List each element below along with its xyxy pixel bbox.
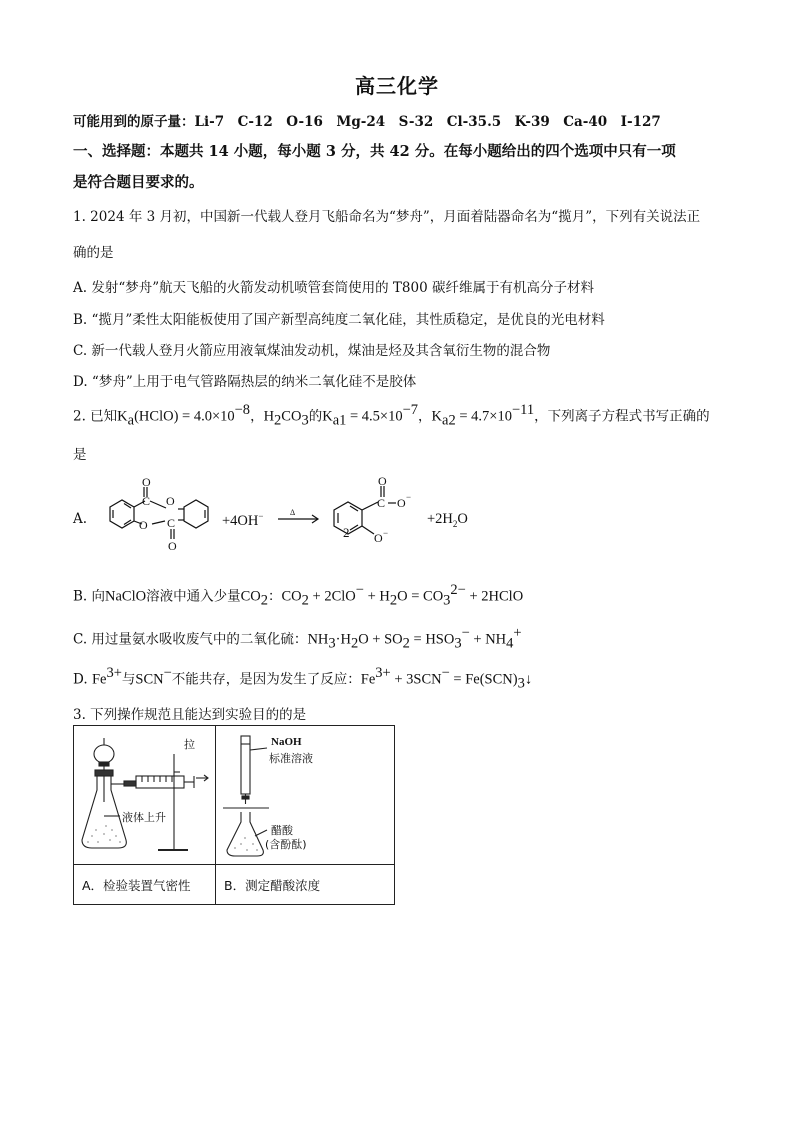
- apparatus-b-acid-label: 醋酸: [271, 824, 293, 837]
- section-heading-line1: 一、选择题：本题共 14 小题，每小题 3 分，共 42 分。在每小题给出的四个选项中只有一项: [73, 143, 676, 160]
- svg-text:O: O: [168, 539, 177, 553]
- q1-stem-line2: 确的是: [73, 245, 114, 261]
- table-divider-horizontal: [74, 864, 394, 865]
- svg-text:O: O: [139, 518, 148, 532]
- q1-stem-line1: 1. 2024 年 3 月初，中国新一代载人登月飞船命名为“梦舟”，月面着陆器命名为“揽月”，下列有关说法正: [73, 209, 701, 225]
- q2-option-a-product: $+2H_2O$: [427, 511, 468, 529]
- q2-stem-line2: 是: [73, 447, 87, 463]
- q1-option-b: B. “揽月”柔性太阳能板使用了国产新型高纯度二氧化硅，其性质稳定，是优良的光电材料: [73, 312, 605, 328]
- caption-b: B．测定醋酸浓度: [224, 878, 321, 893]
- q3-figure-table: [73, 725, 395, 905]
- apparatus-a-pull-label: 拉: [184, 738, 195, 751]
- burette: [241, 736, 250, 794]
- q2-option-a-reagent: +4OH−: [222, 511, 264, 529]
- caption-a: A．检验装置气密性: [82, 878, 191, 893]
- q2-option-a-label: A.: [73, 511, 88, 527]
- q1-option-d: D. “梦舟”上用于电气管路隔热层的纳米二氧化硅不是胶体: [73, 374, 417, 390]
- benzene-ring-right: [184, 500, 208, 528]
- apparatus-b-standard-label: 标准溶液: [269, 752, 313, 765]
- svg-text:O: O: [378, 475, 387, 488]
- svg-text:O: O: [397, 496, 406, 510]
- svg-text:−: −: [383, 528, 389, 538]
- svg-text:C: C: [167, 516, 176, 530]
- svg-text:2: 2: [343, 525, 350, 540]
- section-heading-line2: 是符合题目要求的。: [73, 174, 204, 191]
- q3-stem: 3. 下列操作规范且能达到实验目的的是: [73, 707, 307, 723]
- svg-text:C: C: [142, 494, 151, 508]
- svg-text:C: C: [377, 496, 386, 510]
- apparatus-b-indicator-label: (含酚酞): [265, 838, 307, 851]
- q1-option-a: A. 发射“梦舟”航天飞船的火箭发动机喷管套筒使用的 T800 碳纤维属于有机高分子材料: [73, 280, 594, 296]
- q1-option-c: C. 新一代载人登月火箭应用液氧煤油发动机，煤油是烃及其含氧衍生物的混合物: [73, 343, 551, 359]
- apparatus-b-naoh-label: NaOH: [271, 736, 302, 748]
- q2-option-d: D. $Fe^{3+}$与SCN−不能共存，是因为发生了反应：$Fe^{3+} + 3SCN^-$ = $Fe(SCN)_3↓$: [73, 665, 533, 692]
- funnel-bulb: [94, 745, 114, 763]
- svg-text:−: −: [406, 492, 412, 502]
- svg-text:O: O: [166, 494, 175, 508]
- svg-text:O: O: [142, 475, 151, 489]
- q2-stem-line1: 2. 已知$K_a(HClO) = 4.0\times 10^{-8}$，$H_2CO_3$的$K_{a1} = 4.5\times 10^{-7}$，$K_{a2} = 4.7\times 10^{-11}$，下列离子方程式书写正确的: [73, 402, 710, 429]
- q2-option-b: B. 向NaClO溶液中通入少量$CO_2$：$CO_2 + 2ClO^- + H_2O = CO_3^{2-}$ + 2HClO: [73, 582, 524, 609]
- atomic-mass-line: 可能用到的原子量：Li-7 C-12 O-16 Mg-24 S-32 Cl-35.5 K-39 Ca-40 I-127: [73, 114, 661, 130]
- svg-text:O: O: [374, 531, 383, 545]
- page-title: 高三化学: [355, 74, 439, 98]
- q2-option-a-condition: Δ: [290, 508, 296, 517]
- q2-option-c: C. 用过量氨水吸收废气中的二氧化硫：$NH_3\cdot H_2O + SO_2 = HSO_3^- + NH_4^+$: [73, 625, 522, 652]
- apparatus-a-liquid-label: 液体上升: [122, 811, 166, 824]
- table-divider-vertical: [215, 726, 216, 904]
